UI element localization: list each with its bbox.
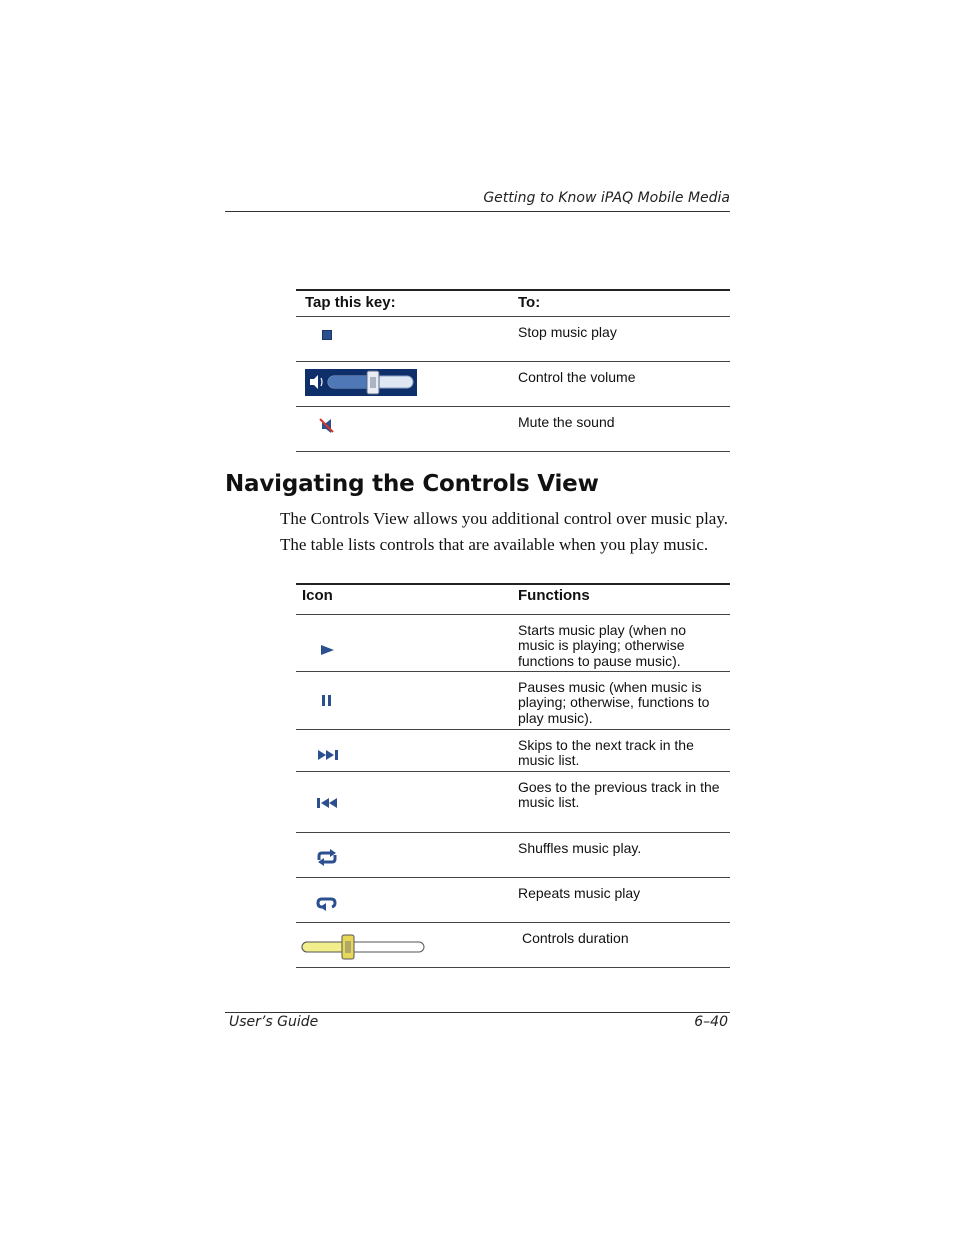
row-description: Shuffles music play. bbox=[512, 832, 730, 877]
icon-cell bbox=[296, 729, 512, 771]
row-description: Skips to the next track in the music list. bbox=[512, 729, 730, 771]
row-description: Repeats music play bbox=[512, 877, 730, 922]
table-row bbox=[296, 832, 730, 877]
previous-track-icon bbox=[316, 797, 338, 809]
icon-cell bbox=[296, 361, 512, 406]
duration-slider-icon bbox=[301, 934, 426, 960]
intro-line-2: The table lists controls that are available when you play music. bbox=[280, 535, 709, 554]
row-description: Control the volume bbox=[512, 361, 730, 406]
table-row bbox=[296, 614, 730, 671]
column-header-action: To: bbox=[512, 290, 730, 316]
footer-page-number: 6–40 bbox=[694, 1014, 728, 1030]
footer-rule bbox=[225, 1012, 730, 1013]
icon-cell bbox=[296, 832, 512, 877]
footer-guide-title: User’s Guide bbox=[229, 1014, 319, 1030]
play-icon bbox=[320, 644, 335, 656]
intro-line-1: The Controls View allows you additional control over music play. bbox=[280, 509, 728, 528]
stop-icon bbox=[322, 330, 332, 340]
repeat-icon bbox=[316, 895, 338, 911]
column-header-icon: Icon bbox=[296, 584, 512, 614]
next-track-icon bbox=[317, 749, 339, 761]
keys-table bbox=[296, 289, 730, 452]
keys-table-header bbox=[296, 290, 730, 316]
row-description: Controls duration bbox=[512, 922, 730, 967]
table-row bbox=[296, 316, 730, 361]
controls-table-header bbox=[296, 584, 730, 614]
icon-cell bbox=[296, 771, 512, 832]
pause-icon bbox=[321, 694, 333, 707]
row-description: Pauses music (when music is playing; otherwise, functions to play music). bbox=[512, 671, 730, 729]
volume-slider-icon bbox=[305, 369, 417, 396]
row-description: Mute the sound bbox=[512, 406, 730, 451]
row-description: Stop music play bbox=[512, 316, 730, 361]
row-description: Goes to the previous track in the music list. bbox=[512, 771, 730, 832]
icon-cell bbox=[296, 614, 512, 671]
icon-cell bbox=[296, 671, 512, 729]
icon-cell bbox=[296, 877, 512, 922]
column-header-functions: Functions bbox=[512, 584, 730, 614]
mute-icon bbox=[319, 417, 335, 435]
table-row bbox=[296, 671, 730, 729]
column-header-key: Tap this key: bbox=[296, 290, 512, 316]
table-row bbox=[296, 406, 730, 451]
table-row bbox=[296, 877, 730, 922]
shuffle-icon bbox=[316, 848, 338, 866]
icon-cell bbox=[296, 316, 512, 361]
table-row bbox=[296, 729, 730, 771]
running-header-title: Getting to Know iPAQ Mobile Media bbox=[483, 190, 730, 206]
section-heading: Navigating the Controls View bbox=[225, 471, 599, 497]
table-row bbox=[296, 361, 730, 406]
table-row bbox=[296, 922, 730, 967]
table-row bbox=[296, 771, 730, 832]
row-description: Starts music play (when no music is playing; otherwise functions to pause music). bbox=[512, 614, 730, 671]
controls-table bbox=[296, 583, 730, 968]
header-rule bbox=[225, 211, 730, 212]
icon-cell bbox=[296, 922, 512, 967]
icon-cell bbox=[296, 406, 512, 451]
